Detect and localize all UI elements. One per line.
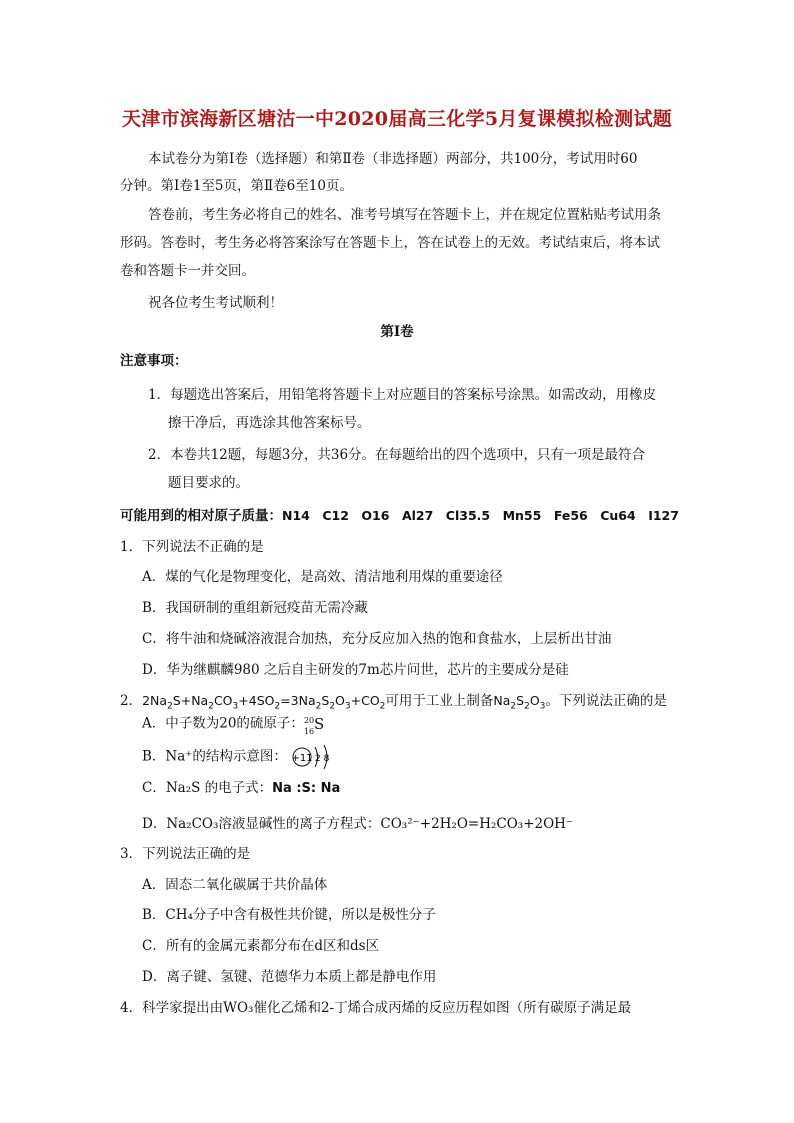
note-1-line-1: 1．每题选出答案后，用铅笔将答题卡上对应题目的答案标号涂黑。如需改动，用橡皮 (148, 387, 657, 403)
q2-stem-middle: 可用于工业上制备 (385, 693, 494, 709)
q1-option-d: D．华为继麒麟980 之后自主研发的7m芯片问世，芯片的主要成分是硅 (142, 662, 569, 678)
nucleus-charge: +11 (291, 753, 313, 764)
nuclide-symbol: S (313, 715, 325, 733)
q1-option-b: B．我国研制的重组新冠疫苗无需冷藏 (142, 600, 368, 616)
q3-option-b: B．CH₄分子中含有极性共价键，所以是极性分子 (142, 907, 436, 923)
intro-paragraph-1-line-1: 本试卷分为第Ⅰ卷（选择题）和第Ⅱ卷（非选择题）两部分，共100分，考试用时60 (148, 151, 638, 167)
nuclide-mass-number: 20 (303, 716, 315, 725)
q3-option-a: A．固态二氧化碳属于共价晶体 (142, 877, 328, 893)
sulfur-nuclide-notation (304, 714, 330, 734)
nuclide-atomic-number: 16 (303, 727, 315, 736)
q2-number: 2． (120, 693, 143, 709)
q2-equation: $2Na_2S+Na_2CO_3+4SO_2=3Na_2S_2O_3+CO_2$ (142, 693, 386, 712)
note-2-line-1: 2．本卷共12题，每题3分，共36分。在每题给出的四个选项中，只有一项是最符合 (148, 447, 646, 463)
atomic-masses-label: 可能用到的相对原子质量： (120, 508, 282, 524)
intro-paragraph-2-line-1: 答卷前，考生务必将自己的姓名、准考号填写在答题卡上，并在规定位置粘贴考试用条 (148, 207, 661, 223)
atomic-masses-line (120, 507, 679, 525)
intro-paragraph-2-line-2: 形码。答卷时，考生务必将答案涂写在答题卡上，答在试卷上的无效。考试结束后，将本试 (120, 235, 660, 251)
electron-shells: 2 8 (315, 754, 330, 764)
q1-option-c: C．将牛油和烧碱溶液混合加热，充分反应加入热的饱和食盐水，上层析出甘油 (142, 631, 612, 647)
q1-stem: 1．下列说法不正确的是 (120, 539, 264, 555)
sodium-ion-structure-diagram (291, 744, 341, 770)
q1-option-a: A．煤的气化是物理变化，是高效、清洁地利用煤的重要途径 (142, 569, 503, 585)
sodium-sulfide-electron-formula: Na :S: Na (272, 781, 341, 796)
q2-option-c (142, 779, 340, 798)
good-luck-line: 祝各位考生考试顺利！ (148, 295, 283, 311)
note-2-line-2: 题目要求的。 (168, 475, 249, 491)
q2-option-d: D．Na₂CO₃溶液显碱性的离子方程式：CO₃²⁻+2H₂O=H₂CO₃+2OH⁻ (142, 816, 574, 832)
q2-option-c-text: C．Na₂S 的电子式： (142, 780, 273, 796)
q2-option-b-text: B．Na⁺的结构示意图： (142, 748, 287, 765)
q2-option-a (142, 714, 330, 734)
note-1-line-2: 擦干净后，再选涂其他答案标号。 (168, 415, 371, 431)
atomic-masses-values: N14 C12 O16 Al27 Cl35.5 Mn55 Fe56 Cu64 I127 (282, 508, 679, 523)
q3-option-d: D．离子键、氢键、范德华力本质上都是静电作用 (142, 969, 437, 985)
q2-product: $Na_2S_2O_3$ (493, 693, 546, 712)
section-title: 第Ⅰ卷 (380, 324, 414, 340)
q2-stem (120, 692, 667, 710)
q4-stem: 4．科学家提出由WO₃催化乙烯和2-丁烯合成丙烯的反应历程如图（所有碳原子满足最 (120, 1000, 632, 1016)
notes-heading: 注意事项： (120, 353, 188, 369)
q2-option-b (142, 744, 341, 770)
intro-paragraph-2-line-3: 卷和答题卡一并交回。 (120, 263, 255, 279)
q2-option-a-text: A．中子数为20的硫原子： (142, 715, 304, 732)
q3-stem: 3．下列说法正确的是 (120, 846, 251, 862)
exam-title: 天津市滨海新区塘沽一中2020届高三化学5月复课模拟检测试题 (121, 108, 673, 130)
intro-paragraph-1-line-2: 分钟。第Ⅰ卷1至5页，第Ⅱ卷6至10页。 (120, 178, 353, 194)
q3-option-c: C．所有的金属元素都分布在d区和ds区 (142, 938, 380, 954)
q2-stem-end: 。下列说法正确的是 (545, 693, 667, 709)
